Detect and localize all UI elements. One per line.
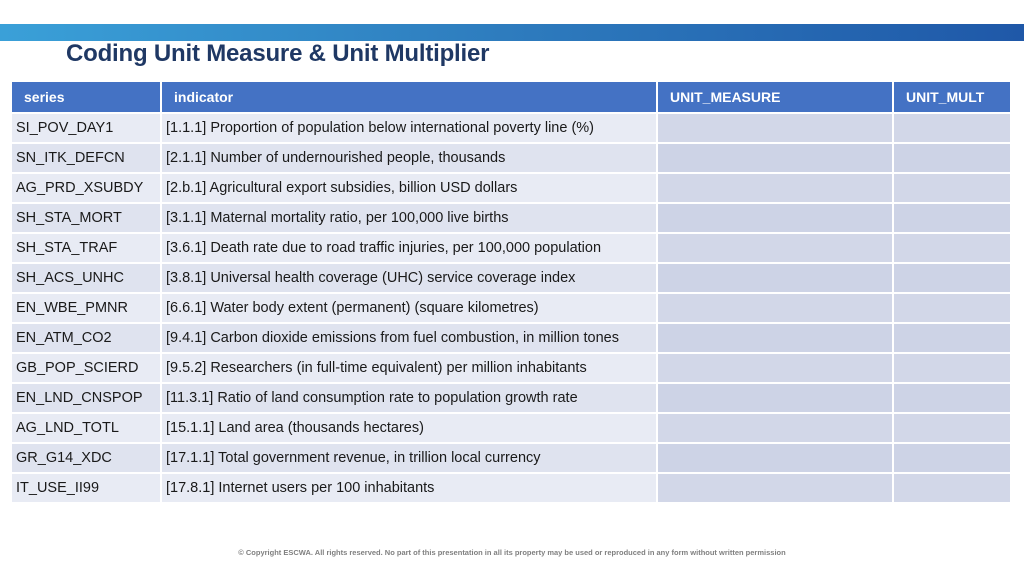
column-header-indicator: indicator: [161, 81, 657, 113]
indicator-cell: [6.6.1] Water body extent (permanent) (square kilometres): [161, 293, 657, 323]
unit-measure-cell: [657, 353, 893, 383]
table-row: [11, 173, 1011, 203]
indicator-cell: [3.1.1] Maternal mortality ratio, per 100,000 live births: [161, 203, 657, 233]
column-header-unit-mult: UNIT_MULT: [893, 81, 1011, 113]
top-accent-bar: [0, 24, 1024, 41]
unit-measure-cell: [657, 323, 893, 353]
indicator-cell: [1.1.1] Proportion of population below international poverty line (%): [161, 113, 657, 143]
data-table: [10, 80, 1012, 504]
unit-measure-cell: [657, 203, 893, 233]
series-cell: AG_PRD_XSUBDY: [11, 173, 161, 203]
unit-measure-cell: [657, 413, 893, 443]
unit-measure-cell: [657, 473, 893, 503]
column-header-series: series: [11, 81, 161, 113]
unit-mult-cell: [893, 323, 1011, 353]
indicator-cell: [9.5.2] Researchers (in full-time equivalent) per million inhabitants: [161, 353, 657, 383]
table-row: [11, 293, 1011, 323]
copyright-footer: © Copyright ESCWA. All rights reserved. No part of this presentation in all its property may be used or reproduced in any form without written permission: [238, 548, 786, 557]
table-row: [11, 113, 1011, 143]
unit-mult-cell: [893, 443, 1011, 473]
unit-measure-cell: [657, 293, 893, 323]
unit-mult-cell: [893, 473, 1011, 503]
unit-mult-cell: [893, 263, 1011, 293]
series-cell: SH_STA_TRAF: [11, 233, 161, 263]
table-row: [11, 233, 1011, 263]
unit-measure-cell: [657, 173, 893, 203]
series-cell: SN_ITK_DEFCN: [11, 143, 161, 173]
page-title: Coding Unit Measure & Unit Multiplier: [66, 40, 490, 67]
series-cell: AG_LND_TOTL: [11, 413, 161, 443]
indicator-cell: [17.8.1] Internet users per 100 inhabitants: [161, 473, 657, 503]
series-cell: EN_WBE_PMNR: [11, 293, 161, 323]
unit-measure-cell: [657, 263, 893, 293]
table-row: [11, 263, 1011, 293]
indicator-cell: [9.4.1] Carbon dioxide emissions from fuel combustion, in million tones: [161, 323, 657, 353]
unit-mult-cell: [893, 233, 1011, 263]
table-row: [11, 203, 1011, 233]
series-cell: SH_STA_MORT: [11, 203, 161, 233]
unit-measure-cell: [657, 113, 893, 143]
unit-mult-cell: [893, 113, 1011, 143]
indicator-cell: [15.1.1] Land area (thousands hectares): [161, 413, 657, 443]
indicator-cell: [11.3.1] Ratio of land consumption rate to population growth rate: [161, 383, 657, 413]
table-row: [11, 443, 1011, 473]
unit-measure-cell: [657, 443, 893, 473]
table-header-row: [11, 81, 1011, 113]
table-body: [11, 113, 1011, 503]
table-row: [11, 383, 1011, 413]
unit-mult-cell: [893, 203, 1011, 233]
table-row: [11, 143, 1011, 173]
series-cell: EN_LND_CNSPOP: [11, 383, 161, 413]
table-row: [11, 323, 1011, 353]
series-cell: SI_POV_DAY1: [11, 113, 161, 143]
series-cell: IT_USE_II99: [11, 473, 161, 503]
table-row: [11, 413, 1011, 443]
table-row: [11, 473, 1011, 503]
unit-mult-cell: [893, 353, 1011, 383]
unit-measure-cell: [657, 233, 893, 263]
series-cell: SH_ACS_UNHC: [11, 263, 161, 293]
series-cell: EN_ATM_CO2: [11, 323, 161, 353]
unit-mult-cell: [893, 413, 1011, 443]
unit-mult-cell: [893, 173, 1011, 203]
unit-measure-cell: [657, 383, 893, 413]
indicator-cell: [2.1.1] Number of undernourished people, thousands: [161, 143, 657, 173]
indicator-cell: [2.b.1] Agricultural export subsidies, billion USD dollars: [161, 173, 657, 203]
series-cell: GR_G14_XDC: [11, 443, 161, 473]
series-cell: GB_POP_SCIERD: [11, 353, 161, 383]
indicator-cell: [3.6.1] Death rate due to road traffic injuries, per 100,000 population: [161, 233, 657, 263]
unit-mult-cell: [893, 293, 1011, 323]
unit-mult-cell: [893, 383, 1011, 413]
unit-measure-cell: [657, 143, 893, 173]
column-header-unit-measure: UNIT_MEASURE: [657, 81, 893, 113]
indicator-cell: [3.8.1] Universal health coverage (UHC) service coverage index: [161, 263, 657, 293]
unit-mult-cell: [893, 143, 1011, 173]
table-row: [11, 353, 1011, 383]
indicator-cell: [17.1.1] Total government revenue, in trillion local currency: [161, 443, 657, 473]
